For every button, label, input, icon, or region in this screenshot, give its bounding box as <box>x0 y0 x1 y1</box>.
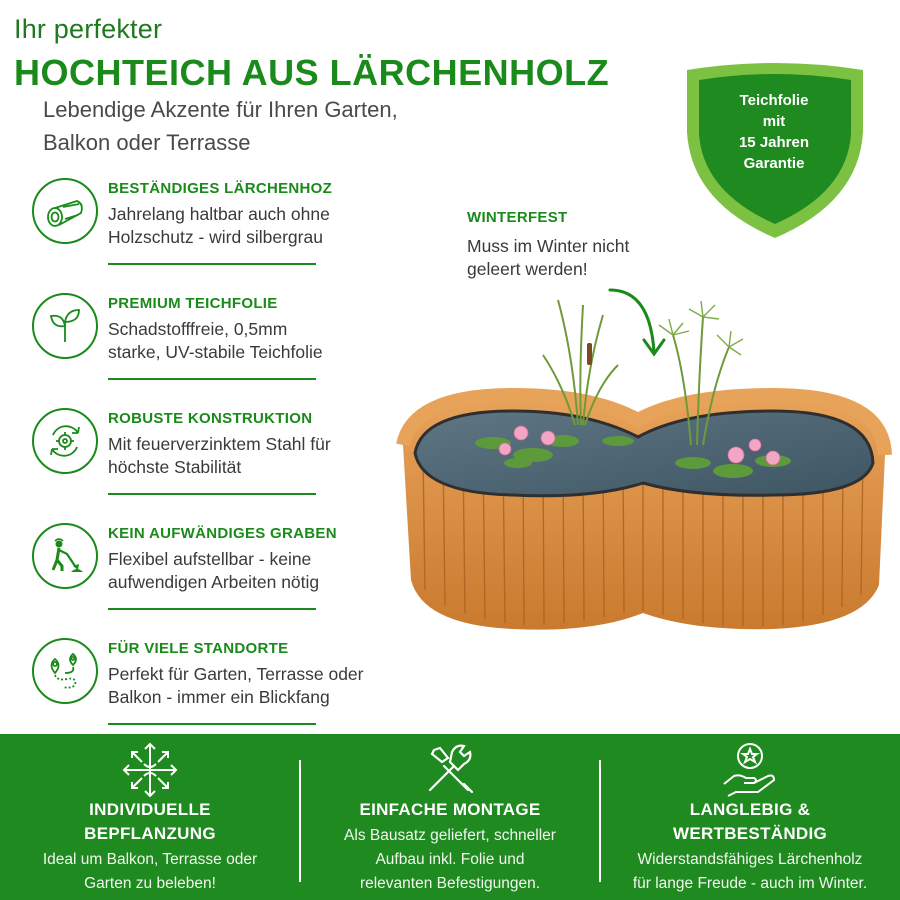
feature-item <box>32 172 422 282</box>
feature-item <box>32 287 422 397</box>
sprout-icon <box>45 306 85 346</box>
subtitle-line: Lebendige Akzente für Ihren Garten, <box>43 97 398 122</box>
feature-description <box>108 548 428 594</box>
benefit-title-line: BEPFLANZUNG <box>84 824 216 843</box>
benefit-description-line: relevanten Befestigungen. <box>359 875 541 892</box>
feature-description-line: aufwendigen Arbeiten nötig <box>108 572 320 592</box>
winterfest-description <box>467 235 697 281</box>
feature-item <box>32 402 422 512</box>
feature-title: FÜR VIELE STANDORTE <box>108 640 289 657</box>
feature-description-line: höchste Stabilität <box>108 457 242 477</box>
benefit-description-line: für lange Freude - auch im Winter. <box>632 875 868 892</box>
feature-title: ROBUSTE KONSTRUKTION <box>108 410 313 427</box>
gear-cycle-icon <box>45 421 85 461</box>
winterfest-description-line: Muss im Winter nicht <box>467 236 630 256</box>
benefit-description <box>600 848 900 896</box>
benefit-item <box>300 734 600 900</box>
benefit-description-line: Aufbau inkl. Folie und <box>375 851 525 868</box>
feature-description-line: Schadstofffreie, 0,5mm <box>108 319 288 339</box>
feature-title: BESTÄNDIGES LÄRCHENHOZ <box>108 180 333 197</box>
log-icon <box>45 191 85 231</box>
benefit-title-line: WERTBESTÄNDIG <box>672 824 828 843</box>
feature-item <box>32 632 422 742</box>
feature-description <box>108 318 428 364</box>
benefits-band <box>0 734 900 900</box>
feature-item <box>32 517 422 627</box>
benefit-item <box>0 734 300 900</box>
subtitle-line: Balkon oder Terrasse <box>43 130 251 155</box>
pretitle: Ihr perfekter <box>14 14 163 44</box>
badge-line: Garantie <box>743 155 805 172</box>
feature-divider <box>108 263 316 265</box>
feature-divider <box>108 723 316 725</box>
guarantee-badge <box>718 90 830 174</box>
benefit-item <box>600 734 900 900</box>
pond-product-image <box>393 295 893 640</box>
winterfest-title: WINTERFEST <box>467 209 568 226</box>
feature-description <box>108 663 428 709</box>
benefit-title-line: EINFACHE MONTAGE <box>359 800 541 819</box>
hand-star-icon <box>720 740 780 800</box>
feature-divider <box>108 608 316 610</box>
benefit-title-line: INDIVIDUELLE <box>89 800 211 819</box>
subtitle <box>43 93 513 159</box>
feature-icon-circle <box>32 638 98 704</box>
benefit-title-line: LANGLEBIG & <box>689 800 811 819</box>
feature-divider <box>108 378 316 380</box>
badge-line: 15 Jahren <box>738 134 810 151</box>
badge-line: mit <box>762 113 786 130</box>
feature-icon-circle <box>32 293 98 359</box>
feature-icon-circle <box>32 523 98 589</box>
benefit-title <box>300 798 600 822</box>
winterfest-description-line: geleert werden! <box>467 259 588 279</box>
badge-line: Teichfolie <box>739 92 809 109</box>
benefit-description <box>300 824 600 896</box>
feature-icon-circle <box>32 408 98 474</box>
feature-description-line: Flexibel aufstellbar - keine <box>108 549 312 569</box>
feature-icon-circle <box>32 178 98 244</box>
feature-description-line: Perfekt für Garten, Terrasse oder <box>108 664 364 684</box>
feature-title: KEIN AUFWÄNDIGES GRABEN <box>108 525 337 542</box>
benefit-description-line: Als Bausatz geliefert, schneller <box>344 827 556 844</box>
feature-divider <box>108 493 316 495</box>
benefit-title <box>0 798 300 846</box>
benefit-description <box>0 848 300 896</box>
benefit-description-line: Widerstandsfähiges Lärchenholz <box>637 851 863 868</box>
feature-description-line: Jahrelang haltbar auch ohne <box>108 204 330 224</box>
digging-worker-icon <box>45 536 85 576</box>
feature-title: PREMIUM TEICHFOLIE <box>108 295 278 312</box>
feature-description-line: Balkon - immer ein Blickfang <box>108 687 330 707</box>
arrows-expand-icon <box>120 740 180 800</box>
page-title: HOCHTEICH AUS LÄRCHENHOLZ <box>14 52 610 93</box>
feature-description <box>108 433 428 479</box>
feature-description-line: Holzschutz - wird silbergrau <box>108 227 323 247</box>
benefit-description-line: Ideal um Balkon, Terrasse oder <box>42 851 258 868</box>
benefit-description-line: Garten zu beleben! <box>84 875 216 892</box>
tools-icon <box>420 740 480 800</box>
feature-description <box>108 203 428 249</box>
feature-description-line: Mit feuerverzinktem Stahl für <box>108 434 331 454</box>
benefit-title <box>600 798 900 846</box>
feature-description-line: starke, UV-stabile Teichfolie <box>108 342 323 362</box>
location-route-icon <box>45 651 85 691</box>
